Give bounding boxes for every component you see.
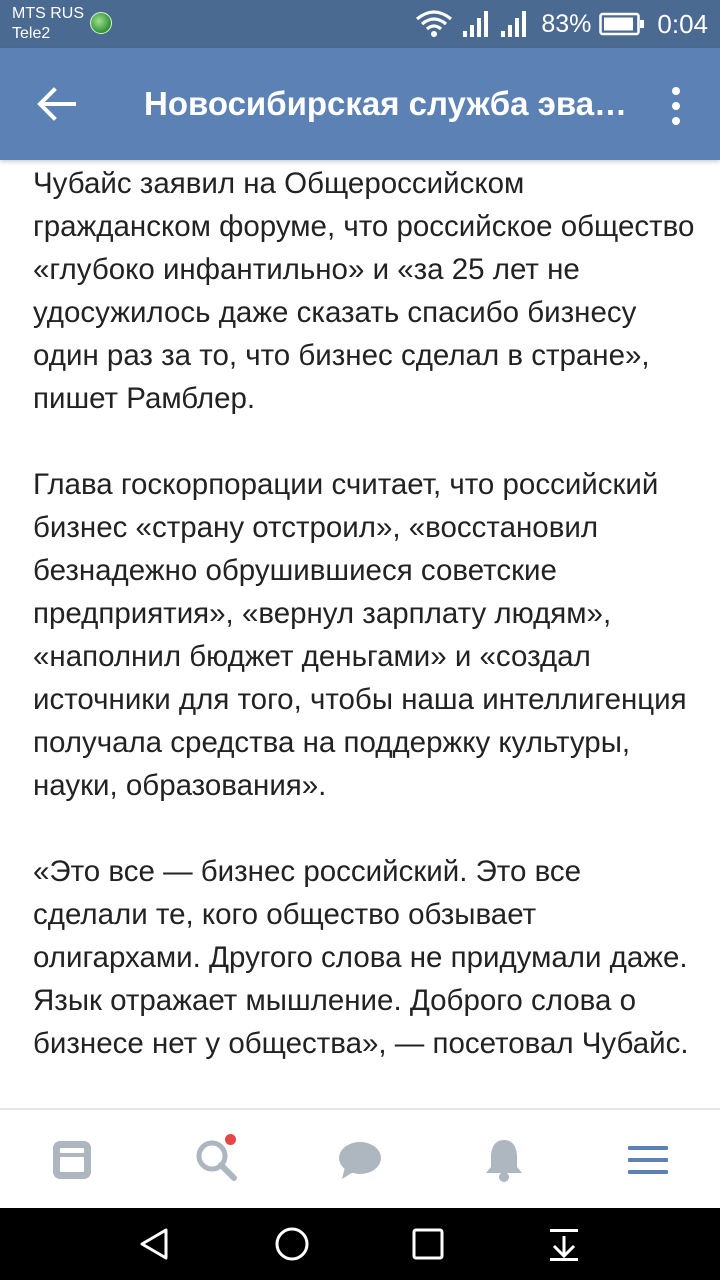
battery-icon — [599, 12, 645, 36]
status-bar — [0, 0, 720, 48]
system-navigation-bar — [0, 1208, 720, 1280]
carrier-info — [12, 4, 84, 44]
nav-notifications[interactable] — [474, 1130, 534, 1190]
notifications-bell-icon — [483, 1137, 525, 1183]
back-arrow-icon — [36, 87, 76, 121]
sim-app-icon — [90, 12, 112, 34]
notification-badge-dot — [225, 1134, 236, 1145]
status-indicators — [415, 0, 708, 48]
article-paragraph: «Это все — бизнес российский. Это все сделали те, кого общество обзывает олигархами. Другого слова не придумали даже. Язык отражает мышление. Доброго слова о бизнесе нет у общества», — посетовал Чубайс. — [33, 855, 689, 1060]
article-paragraph: Чубайс заявил на Общероссийском гражданском форуме, что российское общество «глубоко инфантильно» и «за 25 лет не удосужилось даже сказать спасибо бизнесу один раз за то, что бизнес сделал в стране», пишет Рамблер. — [33, 167, 695, 415]
more-options-button[interactable] — [656, 80, 696, 132]
clock: 0:04 — [657, 8, 708, 39]
system-back-button[interactable] — [128, 1218, 180, 1270]
bottom-navigation — [0, 1108, 720, 1208]
home-circle-icon — [273, 1225, 311, 1263]
signal-strength-icon — [461, 9, 491, 39]
more-options-dot — [672, 87, 680, 95]
nav-menu[interactable] — [618, 1130, 678, 1190]
back-triangle-icon — [136, 1226, 172, 1262]
wifi-icon — [415, 9, 453, 39]
article-paragraph: Глава госкорпорации считает, что российский бизнес «страну отстроил», «восстановил безнадежно обрушившиеся советские предприятия», «вернул зарплату людям», «наполнил бюджет деньгами» и «создал источники для того, чтобы наша интеллигенция получала средства на поддержку культуры, науки, образования». — [33, 468, 687, 802]
system-notification-shade-button[interactable] — [538, 1218, 590, 1270]
app-header — [0, 48, 720, 160]
carrier-name-primary: MTS RUS — [12, 5, 84, 22]
article-content[interactable] — [33, 162, 703, 1106]
more-options-dot — [672, 117, 680, 125]
signal-strength-icon-sim2 — [499, 9, 533, 39]
nav-news-feed[interactable] — [42, 1130, 102, 1190]
hamburger-menu-icon — [627, 1143, 669, 1177]
news-feed-icon — [50, 1138, 94, 1182]
nav-search[interactable] — [186, 1130, 246, 1190]
recents-square-icon — [411, 1227, 445, 1261]
system-recents-button[interactable] — [402, 1218, 454, 1270]
messages-icon — [337, 1139, 383, 1181]
back-button[interactable] — [24, 76, 88, 132]
carrier-name-secondary: Tele2 — [12, 25, 51, 42]
battery-percent: 83% — [541, 9, 592, 38]
system-home-button[interactable] — [266, 1218, 318, 1270]
pull-down-arrow-icon — [546, 1226, 582, 1262]
more-options-dot — [672, 102, 680, 110]
nav-messages[interactable] — [330, 1130, 390, 1190]
page-title: Новосибирская служба эва… — [144, 85, 628, 122]
